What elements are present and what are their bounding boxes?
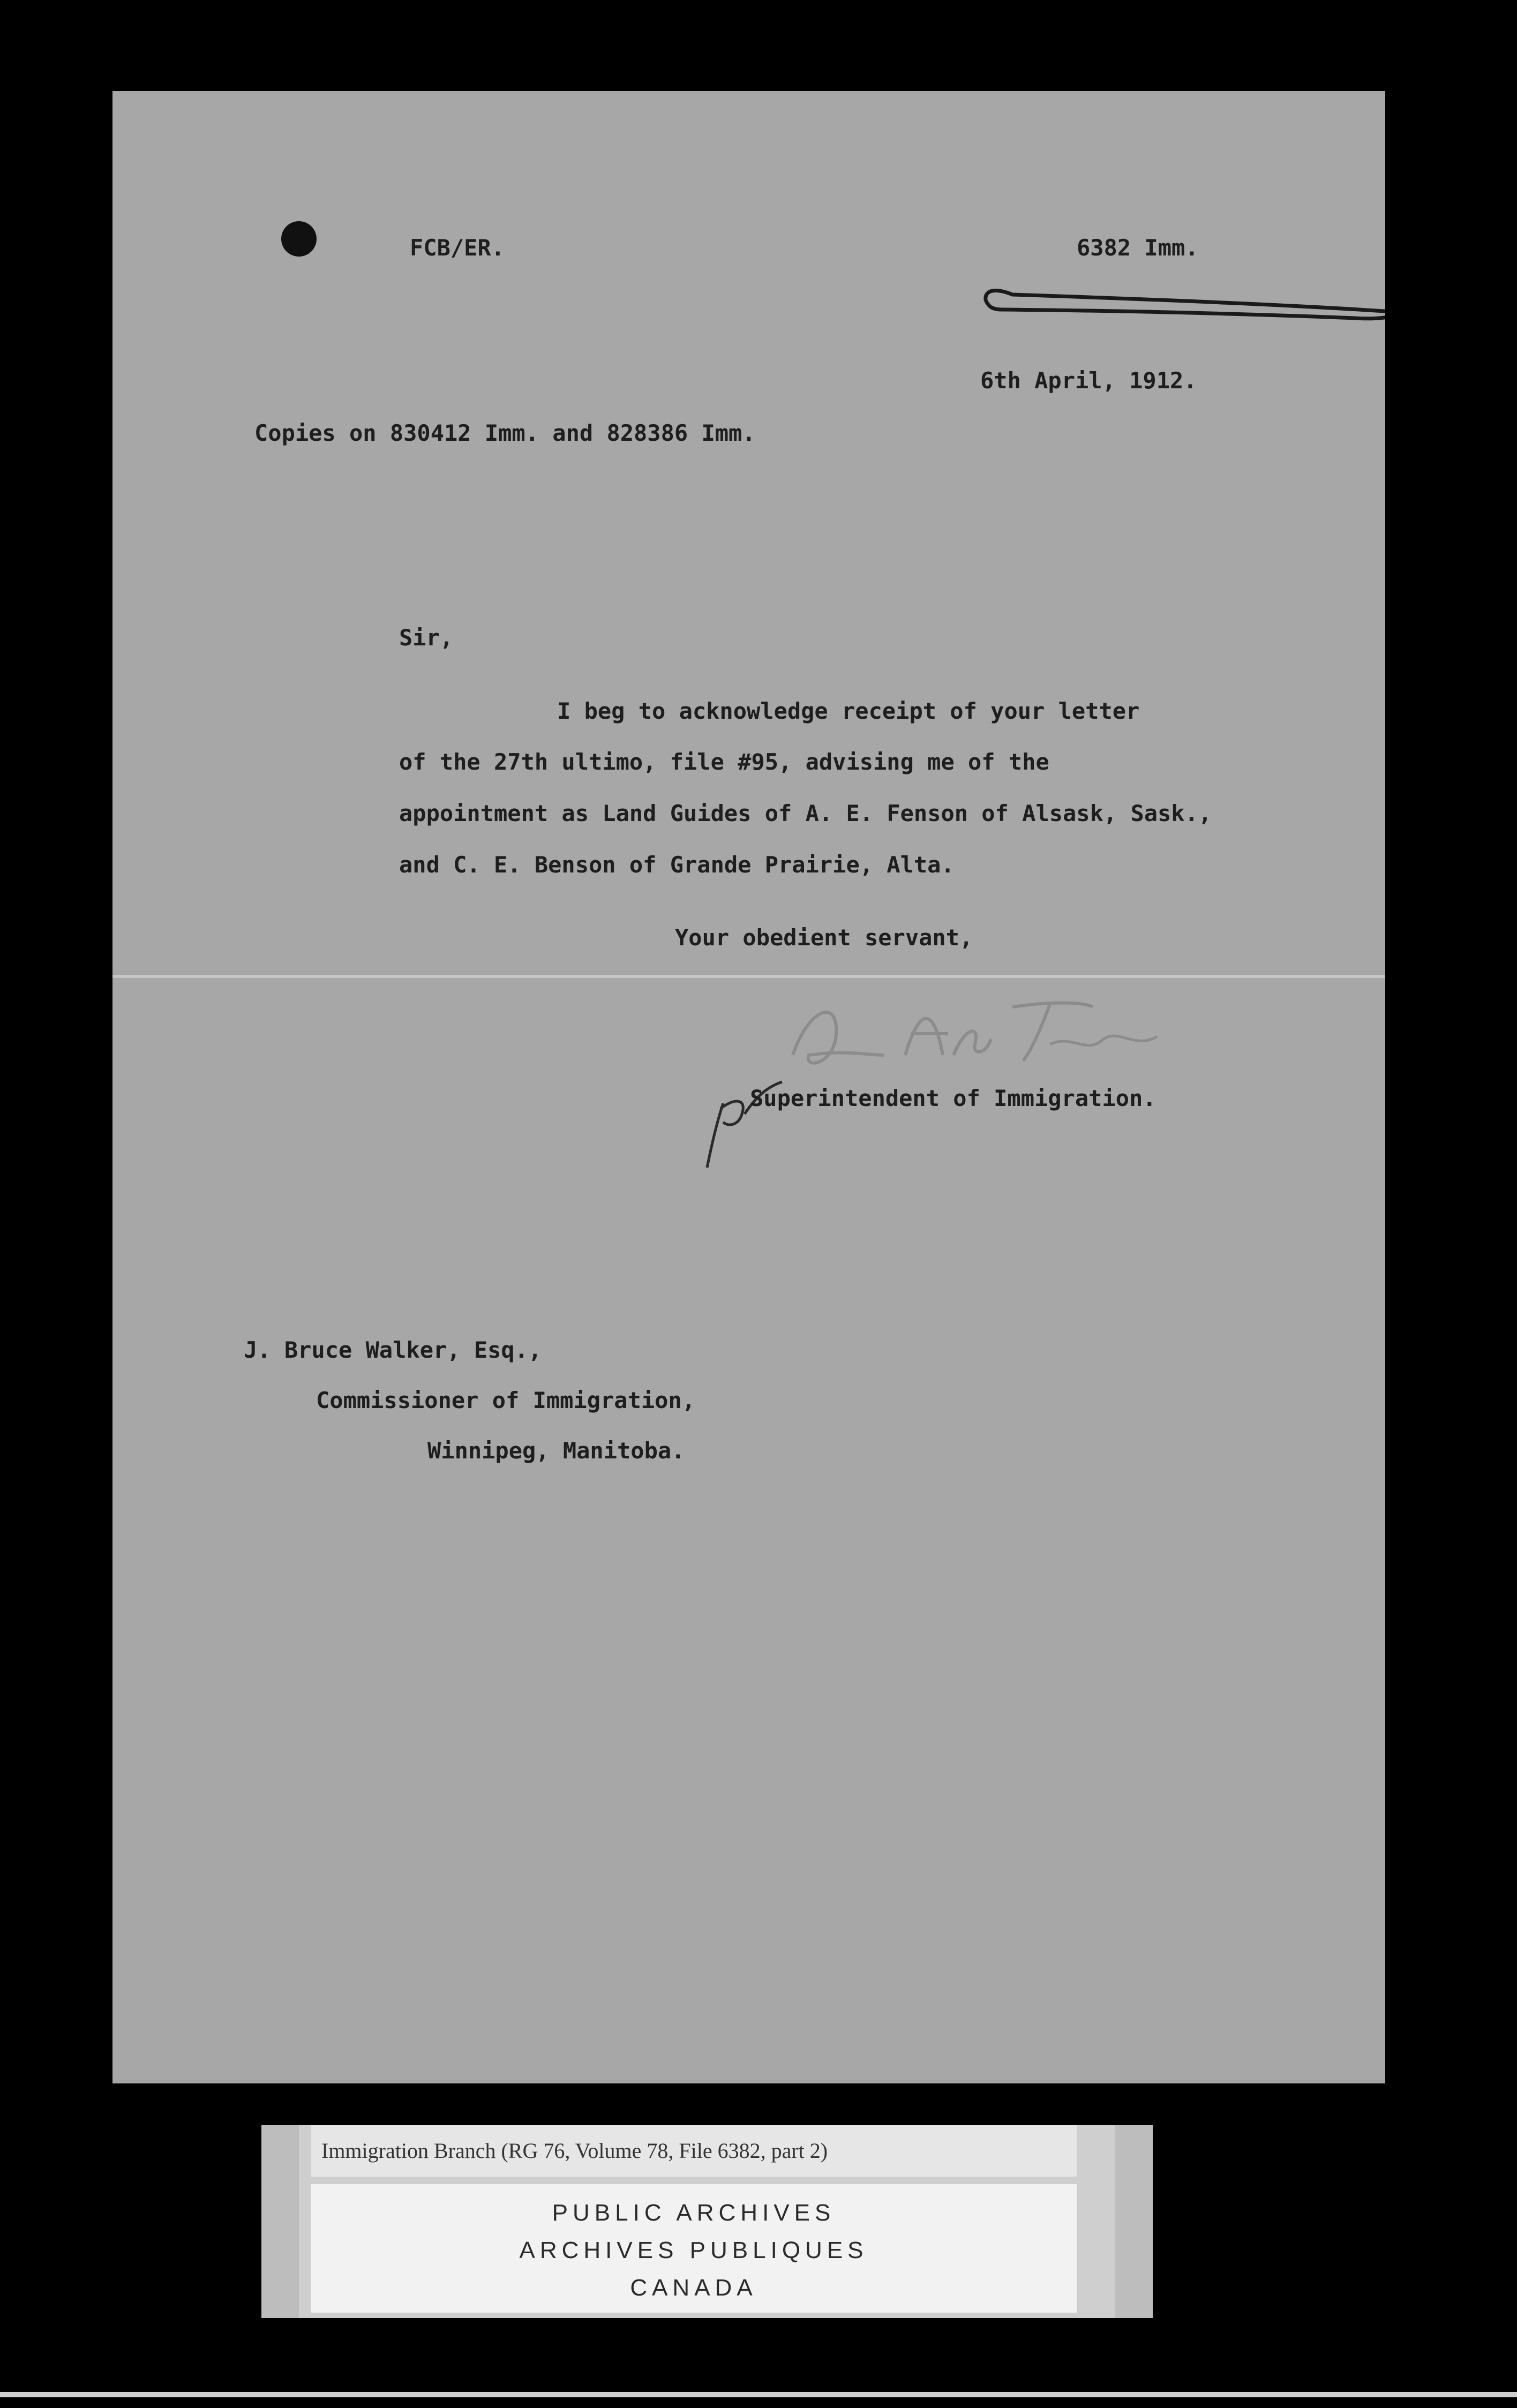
- addressee-name: J. Bruce Walker, Esq.,: [244, 1337, 542, 1363]
- closing: Your obedient servant,: [675, 924, 973, 951]
- stamp-line-2: ARCHIVES PUBLIQUES: [519, 2237, 868, 2263]
- salutation: Sir,: [399, 624, 454, 651]
- file-number: 6382 Imm.: [1077, 235, 1199, 261]
- underline-mark: [980, 279, 1385, 327]
- sender-reference: FCB/ER.: [410, 235, 505, 261]
- signatory-title: Superintendent of Immigration.: [750, 1085, 1156, 1111]
- signature-stamp: [771, 975, 1173, 1082]
- copies-note: Copies on 830412 Imm. and 828386 Imm.: [254, 420, 756, 446]
- archive-strip-edge-left: [261, 2125, 299, 2318]
- body-line-2: of the 27th ultimo, file #95, advising me of the: [399, 749, 1049, 775]
- archive-stamp: [311, 2184, 1077, 2313]
- archive-reference: Immigration Branch (RG 76, Volume 78, File 6382, part 2): [311, 2125, 1077, 2177]
- archive-label-strip: [261, 2125, 1153, 2318]
- letter-date: 6th April, 1912.: [980, 367, 1197, 394]
- letter-page: [112, 91, 1385, 2083]
- film-edge: [0, 2392, 1517, 2397]
- addressee-title: Commissioner of Immigration,: [316, 1387, 696, 1413]
- punch-hole: [281, 221, 317, 257]
- addressee-city: Winnipeg, Manitoba.: [427, 1438, 685, 1464]
- page-fold: [112, 975, 1385, 978]
- stamp-line-1: PUBLIC ARCHIVES: [552, 2200, 836, 2226]
- archive-strip-edge-right: [1115, 2125, 1153, 2318]
- stamp-line-3: CANADA: [630, 2275, 757, 2301]
- body-line-4: and C. E. Benson of Grande Prairie, Alta.: [399, 852, 955, 878]
- per-initial-mark: [696, 1066, 814, 1173]
- body-line-1: I beg to acknowledge receipt of your letter: [557, 698, 1140, 724]
- body-line-3: appointment as Land Guides of A. E. Fenson of Alsask, Sask.,: [399, 800, 1212, 826]
